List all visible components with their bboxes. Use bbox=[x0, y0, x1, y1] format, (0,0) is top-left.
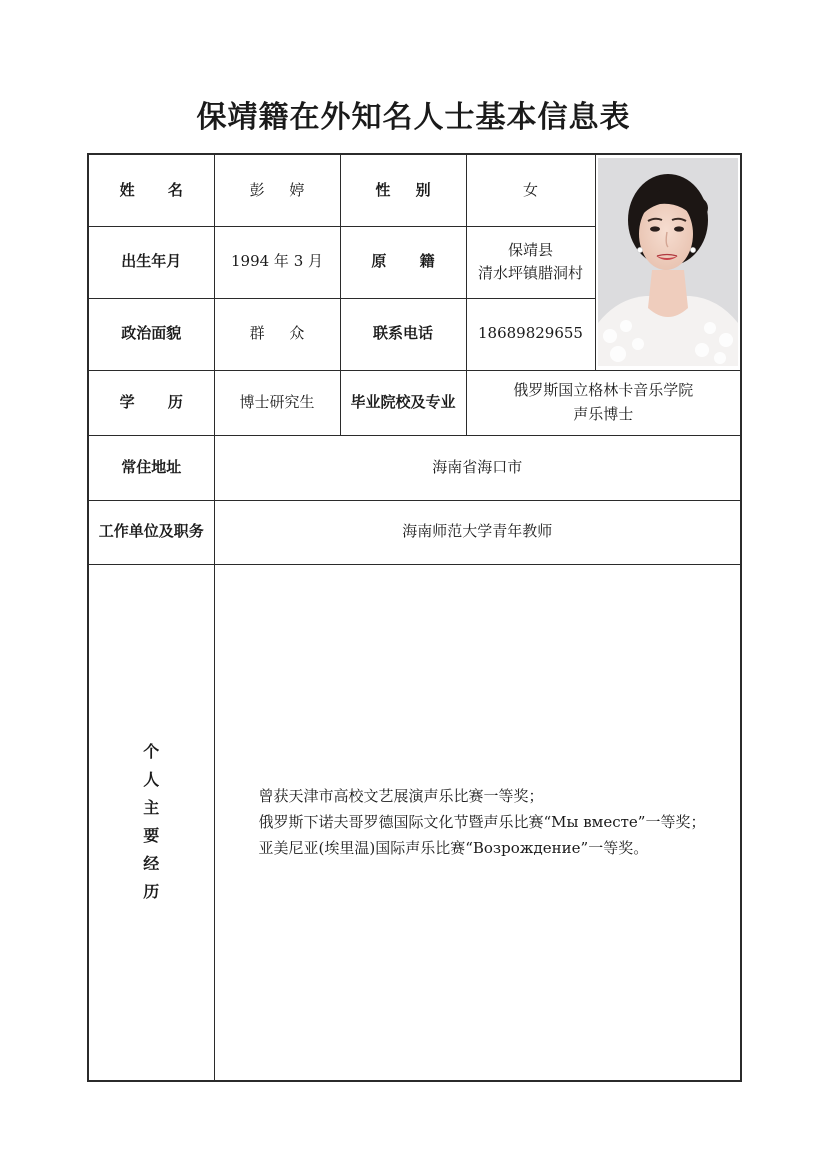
phone-value: 18689829655 bbox=[466, 298, 595, 370]
birth-value: 1994 年 3 月 bbox=[214, 226, 340, 298]
origin-line-2: 清水坪镇腊洞村 bbox=[477, 264, 583, 282]
origin-line-1: 保靖县 bbox=[507, 240, 553, 259]
name-label: 姓 名 bbox=[88, 154, 214, 226]
experience-paragraph: 曾获天津市高校文艺展演声乐比赛一等奖； bbox=[258, 787, 544, 806]
origin-label: 原 籍 bbox=[340, 226, 466, 298]
address-label: 常住地址 bbox=[88, 435, 214, 500]
table-row bbox=[88, 500, 741, 564]
school-label: 毕业院校及专业 bbox=[340, 370, 466, 435]
work-label: 工作单位及职务 bbox=[88, 500, 214, 564]
political-value: 群 众 bbox=[214, 298, 340, 370]
experience-content bbox=[214, 564, 741, 1081]
school-line-2: 声乐博士 bbox=[573, 404, 634, 423]
experience-paragraph: 亚美尼亚(埃里温)国际声乐比赛“Возрождение”一等奖。 bbox=[258, 839, 649, 858]
portrait-photo-cell bbox=[595, 154, 741, 370]
experience-label-char: 人 bbox=[143, 770, 160, 790]
table-row bbox=[88, 564, 741, 1081]
gender-label: 性 别 bbox=[340, 154, 466, 226]
gender-value: 女 bbox=[466, 154, 595, 226]
table-row bbox=[88, 435, 741, 500]
experience-label bbox=[88, 564, 214, 1081]
phone-label: 联系电话 bbox=[340, 298, 466, 370]
education-label: 学 历 bbox=[88, 370, 214, 435]
experience-label-char: 要 bbox=[143, 826, 160, 846]
experience-label-char: 历 bbox=[143, 882, 160, 902]
school-value bbox=[466, 370, 741, 435]
education-value: 博士研究生 bbox=[214, 370, 340, 435]
work-value: 海南师范大学青年教师 bbox=[214, 500, 741, 564]
experience-paragraph: 俄罗斯下诺夫哥罗德国际文化节暨声乐比赛“Мы вместе”一等奖； bbox=[258, 813, 706, 832]
experience-label-char: 经 bbox=[143, 854, 160, 874]
experience-label-char: 个 bbox=[143, 742, 160, 762]
name-value: 彭 婷 bbox=[214, 154, 340, 226]
table-row bbox=[88, 154, 741, 226]
political-label: 政治面貌 bbox=[88, 298, 214, 370]
school-line-1: 俄罗斯国立格林卡音乐学院 bbox=[513, 381, 694, 400]
address-value: 海南省海口市 bbox=[214, 435, 741, 500]
table-row bbox=[88, 370, 741, 435]
portrait-photo bbox=[598, 158, 738, 366]
experience-label-char: 主 bbox=[143, 798, 160, 818]
birth-label: 出生年月 bbox=[88, 226, 214, 298]
info-table bbox=[87, 153, 742, 1082]
page-title: 保靖籍在外知名人士基本信息表 bbox=[196, 100, 631, 135]
origin-value bbox=[466, 226, 595, 298]
